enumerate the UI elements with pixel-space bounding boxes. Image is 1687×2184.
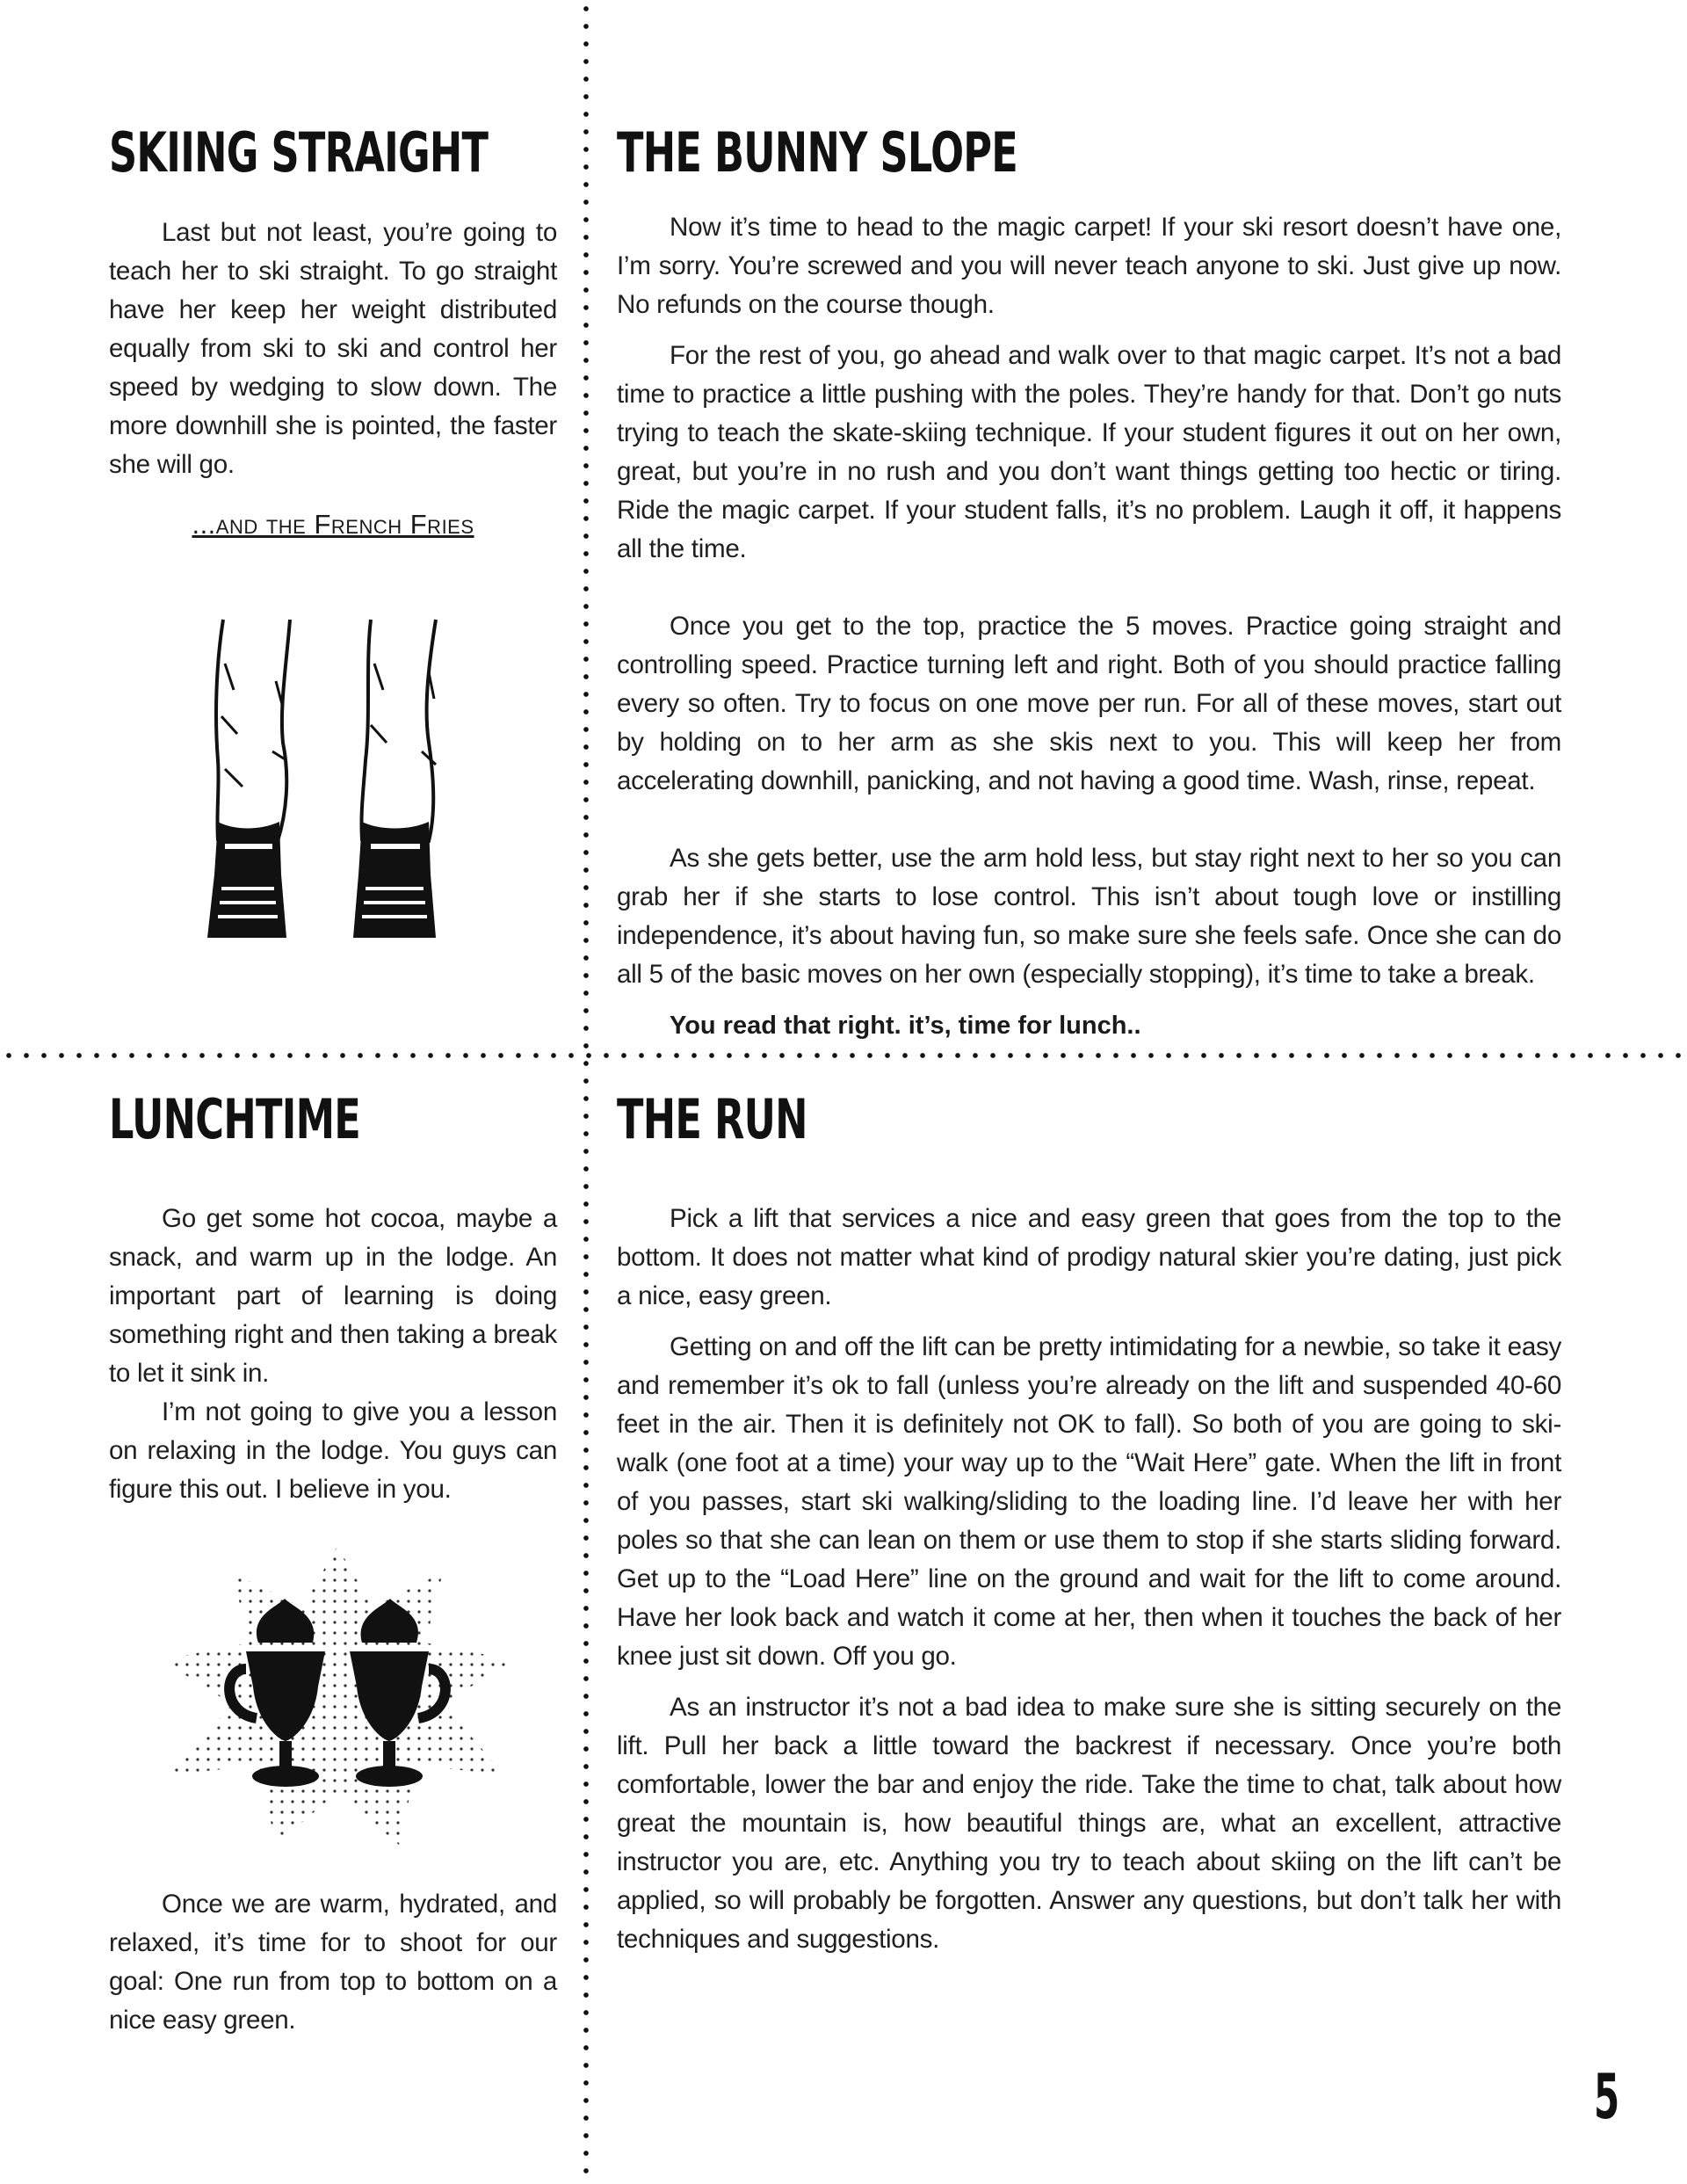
closing-line: You read that right. it’s, time for lunch.. — [670, 1012, 1141, 1040]
vertical-dotted-divider — [583, 0, 590, 2184]
section-title: SKIING STRAIGHT — [109, 120, 489, 185]
paragraph: I’m not going to give you a lesson on relaxing in the lodge. You guys can figure this out. I believe in you. — [109, 1397, 557, 1504]
paragraph: Now it’s time to head to the magic carpet! If your ski resort doesn’t have one, I’m sorry. You’re screwed and you will never teach anyone to ski. Just give up now. No refunds on the course though. — [617, 213, 1561, 319]
section-title: THE RUN — [617, 1087, 807, 1151]
section-title: THE BUNNY SLOPE — [617, 120, 1018, 185]
paragraph: As an instructor it’s not a bad idea to make sure she is sitting securely on the lift. Pull her back a little toward the backrest if necessary. Once you’re both comfortable, lower the bar and enjoy the ride. Take the time to chat, talk about how great the mountain is, how beautiful things are, what an excellent, attractive instructor you are, etc. Anything you try to teach about skiing on the lift can’t be applied, so will probably be forgotten. Answer any questions, but don’t talk her with techniques and suggestions. — [617, 1693, 1561, 1954]
paragraph: For the rest of you, go ahead and walk over to that magic carpet. It’s not a bad time to practice a little pushing with the poles. They’re handy for that. Don’t go nuts trying to teach the skate-skiing technique. If your student figures it out on her own, great, but you’re in no rush and you don’t want things getting too hectic or tiring. Ride the magic carpet. If your student falls, it’s no problem. Laugh it off, it happens all the time. — [617, 341, 1561, 563]
section-title: LUNCHTIME — [109, 1087, 361, 1151]
paragraph: As she gets better, use the arm hold less, but stay right next to her so you can grab her if she starts to lose control. This isn’t about tough love or instilling independence, it’s about having fun, so make sure she feels safe. Once she can do all 5 of the basic moves on her own (especially stopping), it’s time to take a break. — [617, 844, 1561, 989]
subheading: ...and the French Fries — [192, 509, 474, 540]
paragraph: Once we are warm, hydrated, and relaxed, it’s time for to shoot for our goal: One run from top to bottom on a nice easy green. — [109, 1890, 557, 2035]
paragraph: Once you get to the top, practice the 5 moves. Practice going straight and controlling speed. Practice turning left and right. Both of you should practice falling every so often. Try to focus on one move per run. For all of these moves, start out by holding on to her arm as she skis next to you. This will keep her from accelerating downhill, panicking, and not having a good time. Wash, rinse, repeat. — [617, 612, 1561, 795]
paragraph: Getting on and off the lift can be pretty intimidating for a newbie, so take it easy and remember it’s ok to fall (unless you’re already on the lift and suspended 40-60 feet in the air. Then it is definitely not OK to fall). So both of you are going to ski-walk (one foot at a time) your way up to the “Wait Here” gate. When the lift in front of you passes, start ski walking/sliding to the loading line. I’d leave her with her poles so that she can lean on them or use them to stop if she starts sliding forward. Get up to the “Load Here” line on the ground and wait for the lift to come around. Have her look back and watch it come at her, then when it touches the back of her knee just sit down. Off you go. — [617, 1332, 1561, 1671]
page-number: 5 — [1594, 2061, 1620, 2133]
section-lunchtime — [109, 1087, 557, 2052]
hot-cocoa-mugs-icon — [153, 1546, 557, 1854]
paragraph: Go get some hot cocoa, maybe a snack, and warm up in the lodge. An important part of learning is doing something right and then taking a break to let it sink in. — [109, 1204, 557, 1388]
ski-boots-icon — [199, 611, 557, 962]
section-bunny-slope — [617, 120, 1561, 1070]
section-skiing-straight — [109, 120, 557, 962]
section-the-run — [617, 1087, 1561, 1971]
paragraph: Pick a lift that services a nice and easy green that goes from the top to the bottom. It does not matter what kind of prodigy natural skier you’re dating, just pick a nice, easy green. — [617, 1204, 1561, 1310]
paragraph: Last but not least, you’re going to teach her to ski straight. To go straight have her keep her weight distributed equally from ski to ski and control her speed by wedging to slow down. The more downhill she is pointed, the faster she will go. — [109, 218, 557, 479]
